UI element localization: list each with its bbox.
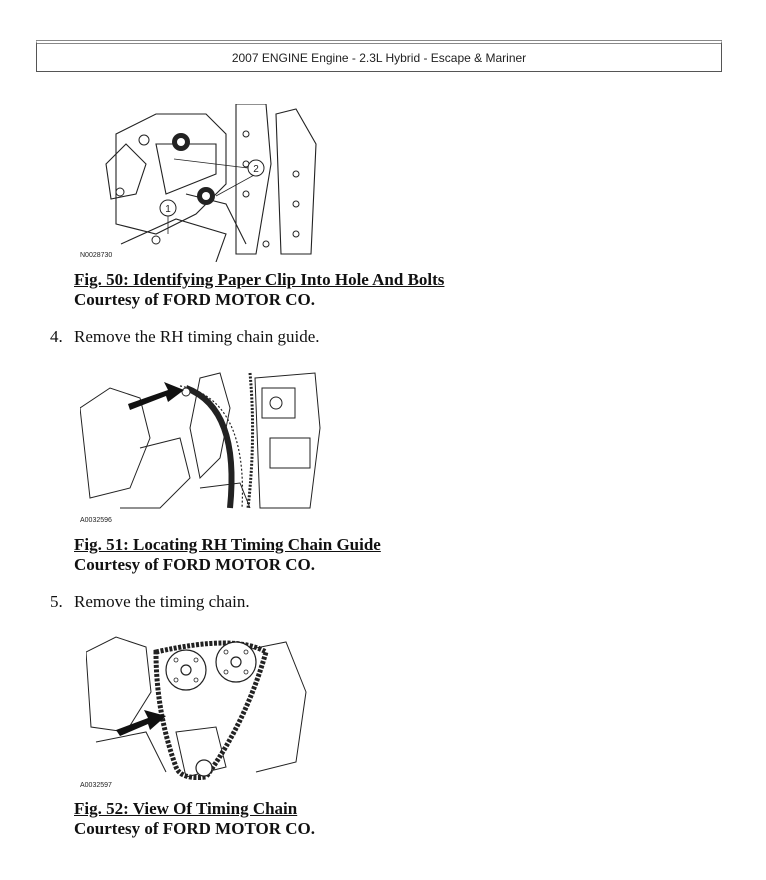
step-4 [50,327,320,347]
figure-52-caption [74,799,315,839]
document-header [36,40,722,72]
step-4-number: 4. [50,327,63,346]
step-4-text: Remove the RH timing chain guide. [74,327,320,346]
figure-51-credit: Courtesy of FORD MOTOR CO. [74,555,315,574]
rh-timing-chain-guide-drawing [80,368,324,516]
figure-51-code: A0032596 [80,517,112,524]
figure-52-title: Fig. 52: View Of Timing Chain [74,799,298,818]
figure-50-credit: Courtesy of FORD MOTOR CO. [74,290,315,309]
figure-52-credit: Courtesy of FORD MOTOR CO. [74,819,315,838]
step-5-number: 5. [50,592,63,611]
callout-2: 2 [253,164,259,175]
figure-51-title: Fig. 51: Locating RH Timing Chain Guide [74,535,381,554]
figure-51-illustration [80,368,324,516]
figure-50-illustration [96,104,326,262]
step-5-text: Remove the timing chain. [74,592,250,611]
engine-front-bolts-drawing [96,104,326,262]
figure-52-code: A0032597 [80,782,112,789]
figure-50-code: N0028730 [80,252,113,259]
step-5 [50,592,250,612]
figure-52-illustration [86,632,310,780]
timing-chain-drawing [86,632,310,780]
callout-1: 1 [165,204,171,215]
figure-50-caption [74,270,444,310]
figure-51-caption [74,535,381,575]
header-title: 2007 ENGINE Engine - 2.3L Hybrid - Escape & Mariner [231,50,527,65]
figure-50-title: Fig. 50: Identifying Paper Clip Into Hole And Bolts [74,270,445,289]
